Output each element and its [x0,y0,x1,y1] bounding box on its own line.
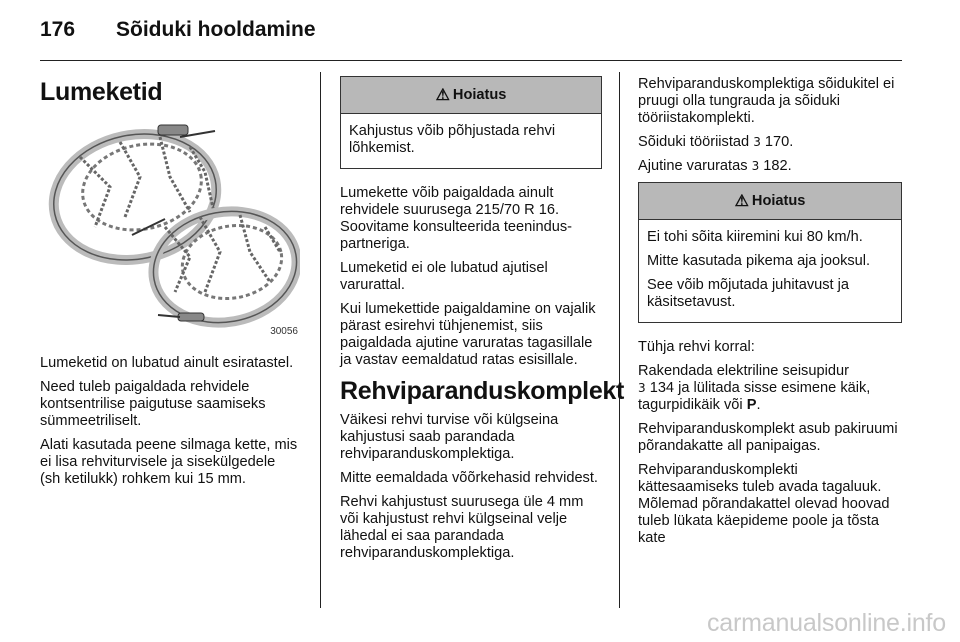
paragraph: Väikesi rehvi turvise või külgseina kahjustusi saab parandada rehviparanduskomplektiga. [340,412,559,462]
warning-triangle-icon: ⚠ [435,87,450,104]
paragraph: Tühja rehvi korral: [638,339,755,355]
warning-text: Kahjustus võib põhjustada rehvi lõhkemist. [349,123,556,156]
paragraph: Lumekette võib paigaldada ainult rehvidele suurusega 215/70 R 16. Soovitame konsulteerida teeninduspartneriga. [340,185,573,252]
ref-text: Ajutine varuratas [638,158,748,174]
ref-text: Sõiduki tööriistad [638,134,750,150]
ref-page: 182. [763,158,792,174]
warning-box [340,76,602,169]
page-title: Sõiduki hooldamine [116,18,316,41]
paragraph-spare-ref [638,158,902,175]
reference-arrow-icon: 3 [753,135,761,149]
warning-box [638,182,902,323]
warning-line: Ei tohi sõita kiiremini kui 80 km/h. [647,229,863,245]
paragraph-parking-brake [638,363,902,414]
header-divider [40,60,902,61]
column-divider [320,72,321,608]
paragraph: Rehviparanduskomplektiga sõidukitel ei pruugi olla tungrauda ja sõiduki tööriistakomplekti. [638,76,895,126]
column-3 [638,72,902,554]
paragraph: Rehvi kahjustust suurusega üle 4 mm või kahjustust rehvi külgseinal velje lähedal ei saa parandada rehviparanduskomplektiga. [340,494,584,561]
snow-chains-image [40,117,300,339]
paragraph: Mitte eemaldada võõrkehasid rehvidest. [340,470,598,486]
figure-id: 30056 [270,326,298,337]
watermark: carmanualsonline.info [706,609,946,637]
paragraph-tools-ref [638,134,902,151]
reference-arrow-icon: 3 [751,159,760,173]
section-heading-snow-chains: Lumeketid [40,78,163,106]
paragraph: Rehviparanduskomplekt asub pakiruumi põrandakatte all panipaigas. [638,421,898,454]
gear-p-label: P [746,397,757,413]
page-header [40,18,316,48]
paragraph: Lumeketid on lubatud ainult esiratastel. [40,355,294,371]
warning-line: Mitte kasutada pikema aja jooksul. [647,253,871,269]
warning-triangle-icon: ⚠ [734,193,749,210]
text: 134 ja lülitada sisse esimene käik, tagurpidikäik või [638,380,871,413]
paragraph: Lumeketid ei ole lubatud ajutisel varurattal. [340,260,548,293]
warning-title: Hoiatus [452,87,507,103]
warning-title: Hoiatus [751,193,806,209]
reference-arrow-icon: 3 [638,381,646,395]
paragraph: Alati kasutada peene silmaga kette, mis ei lisa rehviturvisele ja sisekülgedele (sh ketilukk) rohkem kui 15 mm. [40,437,298,487]
paragraph: Need tuleb paigaldada rehvidele kontsentrilise paigutuse saamiseks sümmeetriliselt. [40,379,266,429]
text: . [756,397,761,413]
column-divider [619,72,620,608]
warning-body [341,114,601,168]
snow-chain-illustration [40,117,300,339]
warning-body [639,220,901,322]
column-1 [40,72,298,495]
page-number: 176 [40,18,76,41]
column-2 [340,72,625,569]
text: Rakendada elektriline seisupidur [638,363,849,379]
paragraph: Kui lumekettide paigaldamine on vajalik pärast esirehvi tühjenemist, siis paigaldada ajutine varuratas tagasillale ja vastav eemaldatud ratas esisillale. [340,301,596,368]
ref-page: 170. [764,134,794,150]
paragraph: Rehviparanduskomplekti kättesaamiseks tuleb avada tagaluuk. Mõlemad põrandakattel olevad hoovad tuleb lükata käepideme poole ja tõsta kate [638,462,890,546]
warning-header [639,183,901,220]
warning-line: See võib mõjutada juhitavust ja käsitsetavust. [647,277,850,310]
section-heading-repair-kit: Rehviparanduskomplekt [340,377,625,405]
warning-header [341,77,601,114]
